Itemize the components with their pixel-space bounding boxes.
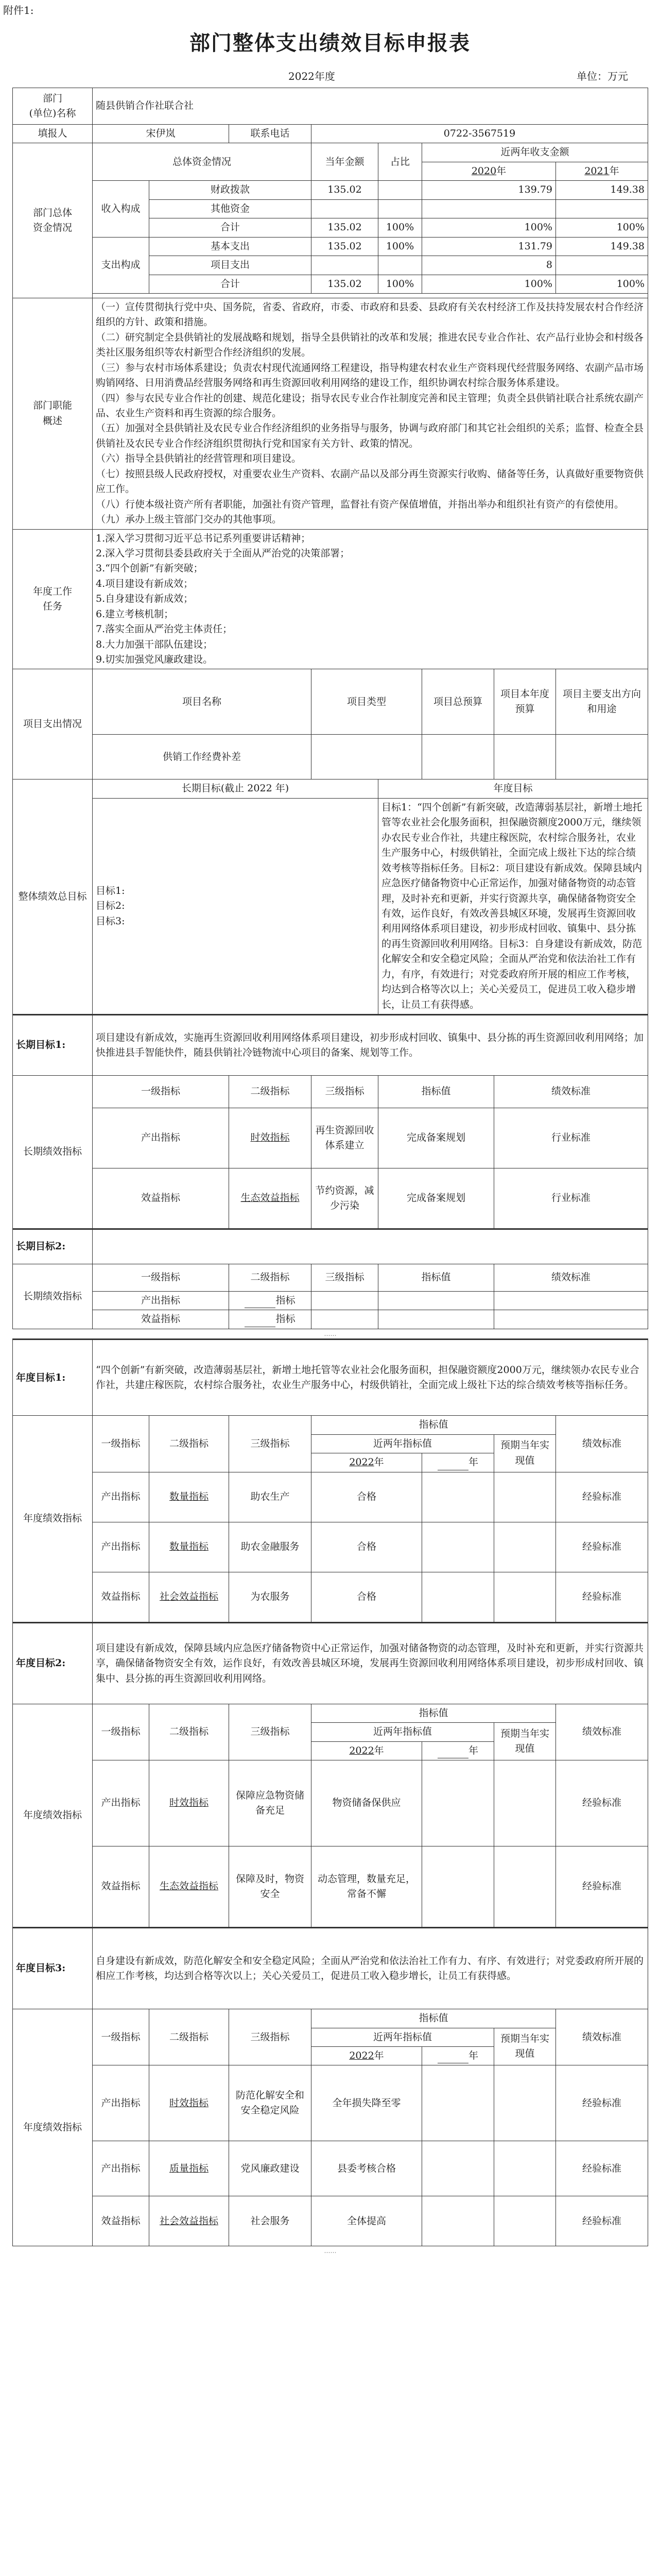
indicator-expect	[494, 1572, 556, 1622]
indicator-l3: 助农金融服务	[229, 1522, 311, 1572]
annual-goal-header: 年度目标	[378, 779, 648, 798]
long-goal1-perf-label: 长期绩效指标	[13, 1076, 93, 1229]
filler-value: 宋伊岚	[93, 125, 229, 143]
funds-year-2021: 2021年	[556, 162, 648, 180]
indicator-standard: 行业标准	[494, 1168, 648, 1229]
annual-goal1-year: 2022年	[311, 1453, 422, 1472]
indicator-hist2	[422, 1760, 494, 1846]
long-goal1-row	[13, 1015, 648, 1076]
duties-row	[13, 298, 648, 529]
long-goal-item: 目标2:	[96, 900, 125, 912]
indicator-value: 完成备案规划	[378, 1168, 494, 1229]
annual-goal3-year-blank: 年	[422, 2046, 494, 2065]
dept-label: 部门 (单位)名称	[13, 88, 93, 125]
long-goal-list	[93, 798, 378, 1014]
overall-goals-body-row	[13, 798, 648, 1014]
indicator-l1: 产出指标	[93, 2141, 149, 2196]
indicator-l3: 防范化解安全和安全稳定风险	[229, 2065, 311, 2141]
indicator-l3: 节约资源，减少污染	[311, 1168, 378, 1229]
annual-goal1-col-std: 绩效标准	[556, 1416, 648, 1472]
long-goal2-label: 长期目标2:	[13, 1229, 93, 1264]
long-goal1-col-val: 指标值	[378, 1076, 494, 1108]
indicator-hist2	[422, 1572, 494, 1622]
tasks-label: 年度工作 任务	[13, 529, 93, 669]
task-item: 9.切实加强党风廉政建设。	[96, 654, 213, 665]
indicator-l3: 保障应急物资储备充足	[229, 1760, 311, 1846]
funds-section-label: 部门总体 资金情况	[13, 143, 93, 298]
indicator-expect	[494, 2065, 556, 2141]
annual-goal2-indicator-row	[13, 1846, 648, 1928]
indicator-standard: 经验标准	[556, 1846, 648, 1928]
annual-goal1-col-l1: 一级指标	[93, 1416, 149, 1472]
indicator-expect	[494, 1472, 556, 1522]
annual-goal3-col-hist: 近两年指标值	[311, 2028, 494, 2046]
annual-goal2-perf-label: 年度绩效指标	[13, 1704, 93, 1927]
projects-header-row	[13, 669, 648, 735]
attachment-label: 附件1:	[3, 4, 34, 16]
indicator-expect	[494, 2141, 556, 2196]
income-2020: 100%	[422, 218, 556, 237]
indicator-l2: 数量指标	[149, 1472, 229, 1522]
long-goal1-col-l1: 一级指标	[93, 1076, 229, 1108]
overall-goals-header-row	[13, 779, 648, 798]
dept-value: 随县供销合作社联合社	[93, 88, 648, 125]
long-goal1-col-l2: 二级指标	[229, 1076, 311, 1108]
annual-goal2-col-l3: 三级指标	[229, 1704, 311, 1760]
long-goal-item: 目标3:	[96, 915, 125, 927]
long-goal1-col-l3: 三级指标	[311, 1076, 378, 1108]
expense-name: 项目支出	[149, 256, 311, 275]
duty-item: （二）研究制定全县供销社的发展战略和规划，指导全县供销社的改革和发展；推进农民专业合作社、农产品行业协会和村级各类社区服务组织等农村新型合作经济组织的发展。	[96, 331, 644, 359]
expense-row	[13, 237, 648, 256]
indicator-standard: 行业标准	[494, 1108, 648, 1168]
indicator-hist1: 动态管理，数量充足，常备不懈	[311, 1846, 422, 1928]
indicator-hist2	[422, 1472, 494, 1522]
long-goal2-header-row	[13, 1264, 648, 1292]
annual-goal3-col-l1: 一级指标	[93, 2009, 149, 2065]
annual-goal3-text: 自身建设有新成效，防范化解安全和安全稳定风险；全面从严治党和依法治社工作有力、有序、有效进行；对党委政府所开展的相应工作考核，均达到合格等次以上；关心关爱员工，促进员工收入稳步增长，让员工有获得感。	[93, 1928, 648, 2009]
annual-goal1-label: 年度目标1:	[13, 1340, 93, 1416]
indicator-l3: 为农服务	[229, 1572, 311, 1622]
expense-2021	[556, 256, 648, 275]
annual-goal2-col-std: 绩效标准	[556, 1704, 648, 1760]
annual-goal2-row	[13, 1622, 648, 1704]
task-item: 4.项目建设有新成效；	[96, 578, 194, 589]
annual-goal3-col-val: 指标值	[311, 2009, 556, 2028]
indicator-expect	[494, 2196, 556, 2246]
indicator-l2: 社会效益指标	[149, 2196, 229, 2246]
expense-2021: 149.38	[556, 237, 648, 256]
project-year	[494, 735, 556, 779]
annual-goal2-col-hist: 近两年指标值	[311, 1723, 494, 1741]
long-goal2-indicator-row	[13, 1310, 648, 1329]
indicator-l3: 保障及时，物资安全	[229, 1846, 311, 1928]
annual-goal1-year-blank: 年	[422, 1453, 494, 1472]
long-goal2-col-l2: 二级指标	[229, 1264, 311, 1292]
indicator-value	[378, 1292, 494, 1310]
duty-item: （三）参与农村市场体系建设；负责农村现代流通网络工程建设，指导构建农村农业生产资料现代经营服务网络、农副产品市场购销网络、日用消费品经营服务网络和再生资源回收利用网络的建设工作，组织协调农村综合服务体系建设。	[96, 362, 644, 389]
income-name: 财政拨款	[149, 181, 311, 199]
long-goal2-perf-label: 长期绩效指标	[13, 1264, 93, 1329]
projects-col-type: 项目类型	[311, 669, 422, 735]
indicator-l2: 时效指标	[229, 1108, 311, 1168]
dept-row	[13, 88, 648, 125]
indicator-l1: 效益指标	[93, 1846, 149, 1928]
ellipsis: ……	[324, 1330, 337, 1337]
funds-col-recent: 近两年收支金额	[422, 143, 648, 162]
task-item: 7.落实全面从严治党主体责任；	[96, 623, 233, 635]
indicator-standard: 经验标准	[556, 2196, 648, 2246]
indicator-expect	[494, 1760, 556, 1846]
annual-goal2-col-val: 指标值	[311, 1704, 556, 1722]
income-amount: 135.02	[311, 218, 378, 237]
annual-goal3-perf-label: 年度绩效指标	[13, 2009, 93, 2246]
funds-col-current: 当年金额	[311, 143, 378, 181]
indicator-standard: 经验标准	[556, 1572, 648, 1622]
project-total	[422, 735, 494, 779]
annual-goal1-indicator-row	[13, 1522, 648, 1572]
indicator-l2: 时效指标	[149, 2065, 229, 2141]
expense-name: 基本支出	[149, 237, 311, 256]
income-2020	[422, 199, 556, 218]
expense-name: 合计	[149, 275, 311, 293]
long-goal2-col-l3: 三级指标	[311, 1264, 378, 1292]
annual-goal1-indicator-row	[13, 1472, 648, 1522]
indicator-l2: 数量指标	[149, 1522, 229, 1572]
funds-spacer-row	[13, 293, 648, 298]
income-2021: 149.38	[556, 181, 648, 199]
duty-item: （六）指导全县供销社的经营管理和项目建设。	[96, 453, 302, 465]
ellipsis: ……	[324, 2247, 337, 2255]
expense-ratio	[378, 256, 422, 275]
task-item: 3.“四个创新”有新突破；	[96, 563, 203, 574]
indicator-hist2	[422, 2141, 494, 2196]
annual-goal2-year: 2022年	[311, 1741, 422, 1760]
long-goal2-row	[13, 1229, 648, 1264]
indicator-hist2	[422, 2196, 494, 2246]
annual-goal3-year: 2022年	[311, 2046, 422, 2065]
duties-label: 部门职能 概述	[13, 298, 93, 529]
indicator-hist1: 物资储备保供应	[311, 1760, 422, 1846]
indicator-l2: 社会效益指标	[149, 1572, 229, 1622]
annual-goal3-indicator-row	[13, 2065, 648, 2141]
funds-header-row	[13, 143, 648, 162]
income-amount: 135.02	[311, 181, 378, 199]
annual-goal1-col-hist: 近两年指标值	[311, 1434, 494, 1453]
income-name: 其他资金	[149, 199, 311, 218]
expense-amount: 135.02	[311, 275, 378, 293]
long-goal2-col-std: 绩效标准	[494, 1264, 648, 1292]
project-row	[13, 735, 648, 779]
indicator-hist1: 合格	[311, 1572, 422, 1622]
long-goal1-text: 项目建设有新成效，实施再生资源回收利用网络体系项目建设，初步形成村回收、镇集中、县分拣的再生资源回收利用网络；加快推进县手智能快件，随县供销社冷链物流中心项目的备案、规划等工作。	[93, 1015, 648, 1076]
annual-goal2-col-expect: 预期当年实现值	[494, 1723, 556, 1760]
tasks-content	[93, 529, 648, 669]
annual-goal3-col-l3: 三级指标	[229, 2009, 311, 2065]
duties-content	[93, 298, 648, 529]
task-item: 1.深入学习贯彻习近平总书记系列重要讲话精神；	[96, 532, 311, 544]
funds-col-ratio: 占比	[378, 143, 422, 181]
currency-unit: 单位：万元	[577, 70, 628, 82]
income-label: 收入构成	[93, 181, 149, 237]
indicator-hist1: 全年损失降至零	[311, 2065, 422, 2141]
annual-goal1-perf-label: 年度绩效指标	[13, 1416, 93, 1622]
indicator-expect	[494, 1522, 556, 1572]
indicator-l1: 产出指标	[93, 1472, 149, 1522]
expense-ratio: 100%	[378, 237, 422, 256]
income-ratio	[378, 199, 422, 218]
overall-goals-label: 整体绩效总目标	[13, 779, 93, 1015]
income-2021: 100%	[556, 218, 648, 237]
long-goal2-col-l1: 一级指标	[93, 1264, 229, 1292]
expense-2020: 8	[422, 256, 556, 275]
indicator-hist1: 县委考核合格	[311, 2141, 422, 2196]
indicator-hist2	[422, 1846, 494, 1928]
expense-2020: 131.79	[422, 237, 556, 256]
indicator-l2: 质量指标	[149, 2141, 229, 2196]
task-item: 5.自身建设有新成效；	[96, 593, 194, 605]
annual-goal3-col-expect: 预期当年实现值	[494, 2028, 556, 2065]
report-year: 2022年度	[288, 70, 335, 82]
long-goal2-indicator-row	[13, 1292, 648, 1310]
income-row	[13, 181, 648, 199]
indicator-hist1: 全体提高	[311, 2196, 422, 2246]
annual-goal2-year-blank: 年	[422, 1741, 494, 1760]
report-sheet	[12, 88, 648, 2256]
projects-label: 项目支出情况	[13, 669, 93, 779]
indicator-l1: 效益指标	[93, 1572, 149, 1622]
annual-goal3-indicator-row	[13, 2141, 648, 2196]
income-ratio	[378, 181, 422, 199]
project-dir	[556, 735, 648, 779]
long-goal-header: 长期目标(截止 2022 年)	[93, 779, 378, 798]
annual-goal2-indicator-row	[13, 1760, 648, 1846]
income-ratio: 100%	[378, 218, 422, 237]
annual-goal1-col-l3: 三级指标	[229, 1416, 311, 1472]
duty-item: （一）宣传贯彻执行党中央、国务院，省委、省政府，市委、市政府和县委、县政府有关农村经济工作及扶持发展农村合作经济组织的方针、政策和措施。	[96, 301, 644, 328]
expense-2020: 100%	[422, 275, 556, 293]
long-goal1-indicator-row	[13, 1108, 648, 1168]
long-goal1-indicator-row	[13, 1168, 648, 1229]
projects-col-total: 项目总预算	[422, 669, 494, 735]
projects-col-year: 项目本年度预算	[494, 669, 556, 735]
indicator-value	[378, 1310, 494, 1329]
expense-label: 支出构成	[93, 237, 149, 293]
indicator-standard: 经验标准	[556, 2065, 648, 2141]
indicator-l3	[311, 1310, 378, 1329]
page-title: 部门整体支出绩效目标申报表	[189, 31, 471, 55]
indicator-l2: 生态效益指标	[229, 1168, 311, 1229]
long-goal2-text	[93, 1229, 648, 1264]
indicator-standard: 经验标准	[556, 1522, 648, 1572]
annual-goal1-text: “四个创新”有新突破，改造薄弱基层社，新增土地托管等农业社会化服务面积，担保融资额度2000万元，继续领办农民专业合作社，共建庄稼医院，农村综合服务社，农业生产服务中心，村级供销社，全面完成上级社下达的综合绩效考核等指标任务。	[93, 1340, 648, 1416]
income-name: 合计	[149, 218, 311, 237]
annual-goal3-indicator-row	[13, 2196, 648, 2246]
ellipsis-row	[13, 1329, 648, 1340]
indicator-hist2	[422, 2065, 494, 2141]
expense-amount	[311, 256, 378, 275]
annual-goal2-col-l2: 二级指标	[149, 1704, 229, 1760]
indicator-l3: 再生资源回收体系建立	[311, 1108, 378, 1168]
annual-goal2-header-row	[13, 1704, 648, 1722]
annual-goal3-col-std: 绩效标准	[556, 2009, 648, 2065]
projects-col-dir: 项目主要支出方向和用途	[556, 669, 648, 735]
indicator-standard	[494, 1292, 648, 1310]
annual-goal1-indicator-row	[13, 1572, 648, 1622]
long-goal1-header-row	[13, 1076, 648, 1108]
tasks-row	[13, 529, 648, 669]
filler-row	[13, 125, 648, 143]
annual-goal1-col-l2: 二级指标	[149, 1416, 229, 1472]
indicator-standard: 经验标准	[556, 1472, 648, 1522]
indicator-l1: 产出指标	[93, 1292, 229, 1310]
annual-goal2-col-l1: 一级指标	[93, 1704, 149, 1760]
project-type	[311, 735, 422, 779]
indicator-l3: 社会服务	[229, 2196, 311, 2246]
indicator-l1: 效益指标	[93, 1310, 229, 1329]
indicator-hist1: 合格	[311, 1472, 422, 1522]
task-item: 8.大力加强干部队伍建设；	[96, 638, 213, 650]
annual-goal-text: 目标1：“四个创新”有新突破，改造薄弱基层社，新增土地托管等农业社会化服务面积，担保融资额度2000万元，继续领办农民专业合作社，共建庄稼医院，农村综合服务社，农业生产服务中心，村级供销社，全面完成上级社下达的综合绩效考核等指标任务。目标2：项目建设有新成效。保障县域内应急医疗储备物资中心正常运作，加强对储备物资的动态管理，及时补充和更新，并实行资源共享，确保储备物资安全有效，运作良好，有效改善县城区环境，发展再生资源回收利用网络体系项目建设，初步形成村回收、镇集中、县分拣的再生资源回收利用网络。目标3：自身建设有新成效，防范化解安全和安全稳定风险；全面从严治党和依法治社工作有力，有序，有效进行；对党委政府所开展的相应工作考核，均达到合格等次以上；关心关爱员工，促进员工收入稳步增长，让员工有获得感。	[378, 798, 648, 1014]
indicator-l1: 效益指标	[93, 1168, 229, 1229]
annual-goal3-col-l2: 二级指标	[149, 2009, 229, 2065]
phone-value: 0722-3567519	[311, 125, 648, 143]
filler-label: 填报人	[13, 125, 93, 143]
annual-goal3-label: 年度目标3:	[13, 1928, 93, 2009]
duty-item: （四）参与农民专业合作社的创建、规范化建设；指导农民专业合作社制度完善和民主管理；负责全县供销社联合社系统农副产品、农业生产资料和再生资源的综合服务。	[96, 392, 644, 419]
income-2021	[556, 199, 648, 218]
expense-2021: 100%	[556, 275, 648, 293]
indicator-expect	[494, 1846, 556, 1928]
annual-goal2-text: 项目建设有新成效，保障县域内应急医疗储备物资中心正常运作，加强对储备物资的动态管理，及时补充和更新，并实行资源共享，确保储备物资安全有效，运作良好，有效改善县城区环境，发展再生资源回收利用网络体系项目建设，初步形成村回收、镇集中、县分拣的再生资源回收利用网络。	[93, 1622, 648, 1704]
long-goal2-col-val: 指标值	[378, 1264, 494, 1292]
task-item: 6.建立考核机制；	[96, 608, 174, 620]
indicator-l1: 产出指标	[93, 1522, 149, 1572]
indicator-standard	[494, 1310, 648, 1329]
duty-item: （五）加强对全县供销社及农民专业合作经济组织的业务指导与服务，协调与政府部门和其它社会组织的关系；监督、检查全县供销社及农民专业合作经济组织贯彻执行党和国家有关方针、政策的情况。	[96, 422, 644, 449]
projects-col-name: 项目名称	[93, 669, 311, 735]
indicator-standard: 经验标准	[556, 1760, 648, 1846]
income-2020: 139.79	[422, 181, 556, 199]
phone-label: 联系电话	[229, 125, 311, 143]
indicator-standard: 经验标准	[556, 2141, 648, 2196]
indicator-l2: 指标	[229, 1292, 311, 1310]
annual-goal1-header-row	[13, 1416, 648, 1434]
annual-goal1-col-expect: 预期当年实现值	[494, 1434, 556, 1472]
expense-amount: 135.02	[311, 237, 378, 256]
long-goal1-label: 长期目标1:	[13, 1015, 93, 1076]
indicator-l3: 党风廉政建设	[229, 2141, 311, 2196]
annual-goal3-row	[13, 1928, 648, 2009]
indicator-l1: 产出指标	[93, 2065, 149, 2141]
duty-item: （九）承办上级主管部门交办的其他事项。	[96, 514, 282, 526]
annual-goal1-row	[13, 1340, 648, 1416]
annual-goal3-header-row	[13, 2009, 648, 2028]
indicator-l3	[311, 1292, 378, 1310]
indicator-l2: 时效指标	[149, 1760, 229, 1846]
annual-goal1-col-val: 指标值	[311, 1416, 556, 1434]
indicator-hist1: 合格	[311, 1522, 422, 1572]
indicator-hist2	[422, 1522, 494, 1572]
long-goal1-col-std: 绩效标准	[494, 1076, 648, 1108]
indicator-value: 完成备案规划	[378, 1108, 494, 1168]
funds-year-2020: 2020年	[422, 162, 556, 180]
ellipsis-row	[13, 2246, 648, 2256]
duty-item: （七）按照县级人民政府授权，对重要农业生产资料、农副产品以及部分再生资源实行收购、储备等任务，认真做好重要物资供应工作。	[96, 468, 644, 495]
indicator-l1: 产出指标	[93, 1760, 149, 1846]
long-goal-item: 目标1:	[96, 885, 125, 896]
funds-col-overall: 总体资金情况	[93, 143, 311, 181]
indicator-l3: 助农生产	[229, 1472, 311, 1522]
expense-ratio: 100%	[378, 275, 422, 293]
indicator-l1: 效益指标	[93, 2196, 149, 2246]
indicator-l2: 生态效益指标	[149, 1846, 229, 1928]
indicator-l2: 指标	[229, 1310, 311, 1329]
duty-item: （八）行使本级社资产所有者职能，加强社有资产管理，监督社有资产保值增值，并指出举办和组织社有资产的有偿使用。	[96, 498, 624, 510]
income-amount	[311, 199, 378, 218]
annual-goal2-label: 年度目标2:	[13, 1622, 93, 1704]
task-item: 2.深入学习贯彻县委县政府关于全面从严治党的决策部署；	[96, 547, 350, 559]
report-table	[12, 88, 648, 2256]
project-name: 供销工作经费补差	[93, 735, 311, 779]
indicator-l1: 产出指标	[93, 1108, 229, 1168]
